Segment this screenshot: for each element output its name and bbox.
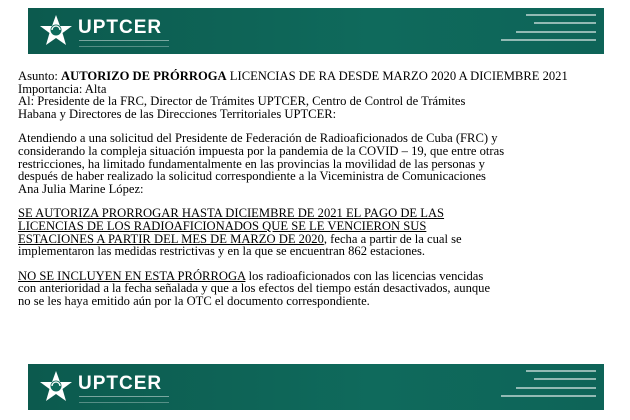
exclusion-text-1: los radioaficionados con las licencias vencidas (245, 268, 484, 283)
recipients-line-1: Al: Presidente de la FRC, Director de Trámites UPTCER, Centro de Control de Trámites (18, 94, 466, 109)
subject-label: Asunto: (18, 69, 58, 83)
exclusion-line-2: con anterioridad a la fecha señalada y que a los efectos del tiempo están desactivados, aunque (18, 281, 491, 296)
star-logo-icon (38, 13, 74, 49)
header-brand-tagline (79, 40, 169, 47)
exclusion-underlined: NO SE INCLUYEN EN ESTA PRÓRROGA (18, 268, 246, 283)
authorization-line-4: implementaron las medidas restrictivas y en la que se encuentran 862 estaciones. (18, 244, 426, 259)
paragraph-1-line-4: después de haber realizado la solicitud correspondiente a la Viceministra de Comunicaciones (18, 169, 486, 184)
paragraph-1-line-2: considerando la compleja situación impuesta por la pandemia de la COVID – 19, que entre otras (18, 143, 505, 158)
paragraph-1-line-3: restricciones, ha limitado fundamentalmente en las provincias la movilidad de las personas y (18, 156, 485, 171)
header-brand: UPTCER (78, 17, 163, 38)
paragraph-1-line-5: Ana Julia Marine López: (18, 181, 144, 196)
recipients-line-2: Habana y Directores de las Direcciones Territoriales UPTCER: (18, 106, 337, 121)
star-logo-icon (38, 369, 74, 405)
header-contact-block (484, 12, 596, 50)
authorization-underlined-1: SE AUTORIZA PRORROGAR HASTA DICIEMBRE DE 2021 EL PAGO DE LAS (18, 206, 445, 221)
footer-brand: UPTCER (78, 373, 163, 394)
subject-text: LICENCIAS DE RA DESDE MARZO 2020 A DICIEMBRE 2021 (226, 69, 568, 83)
authorization-text-3: , fecha a partir de la cual se (323, 231, 462, 246)
exclusion-line-3: no se les haya emitido aún por la OTC el documento correspondiente. (18, 293, 370, 308)
subject-line (18, 70, 616, 83)
email-body (18, 70, 616, 308)
importance-line: Importancia: Alta (18, 81, 107, 96)
footer-banner (28, 364, 604, 410)
authorization-underlined-2: LICENCIAS DE LOS RADIOAFICIONADOS QUE SE LE VENCIERON SUS (18, 218, 427, 233)
header-banner (28, 8, 604, 54)
footer-contact-block (484, 368, 596, 406)
footer-brand-tagline (79, 396, 169, 403)
authorization-underlined-3: ESTACIONES A PARTIR DEL MES DE MARZO DE 2020 (18, 231, 324, 246)
subject-bold: AUTORIZO DE PRÓRROGA (61, 69, 227, 83)
paragraph-1-line-1: Atendiendo a una solicitud del Presidente de Federación de Radioaficionados de Cuba (FRC) y (18, 131, 498, 146)
